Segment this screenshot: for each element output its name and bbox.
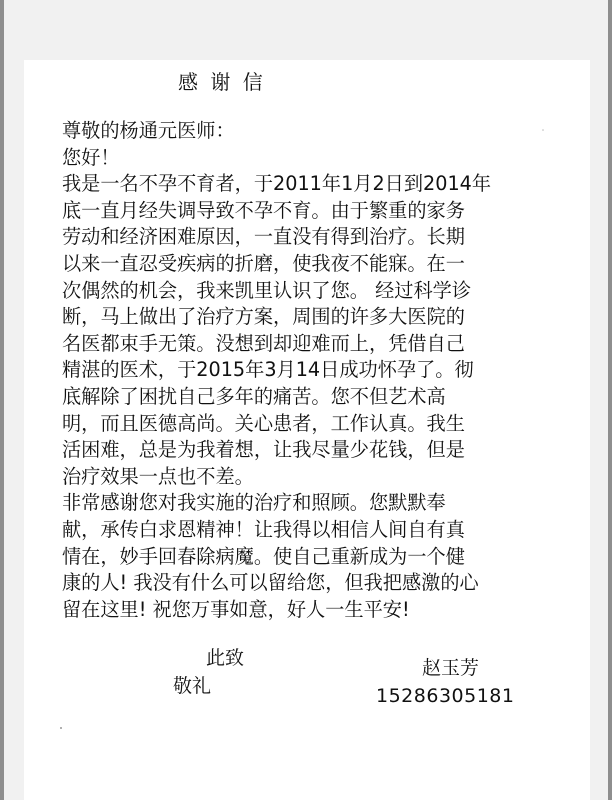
greeting: 您好！ (62, 145, 120, 169)
body-line: 治疗效果一点也不差。 (62, 464, 254, 488)
salutation: 尊敬的杨通元医师： (62, 119, 235, 142)
body-line: 情在，妙手回春除病魔。使自己重新成为一个健 (62, 544, 465, 568)
body-line: 留在这里! 祝您万事如意，好人一生平安! (62, 597, 410, 621)
letter-title: 感 谢 信 (178, 70, 266, 94)
body-line: 劳动和经济困难原因，一直没有得到治疗。长期 (62, 225, 465, 249)
body-line: 明，而且医德高尚。关心患者，工作认真。我生 (62, 411, 465, 435)
sender-phone: 15286305181 (376, 685, 515, 707)
body-line: 献，承传白求恩精神！让我得以相信人间自有真 (62, 517, 465, 541)
closing-phrase: 此致 (206, 647, 245, 669)
body-line: 底解除了困扰自己多年的痛苦。您不但艺术高 (62, 384, 446, 408)
body-line: 名医都束手无策。没想到却迎难而上，凭借自己 (62, 331, 465, 355)
body-line: 底一直月经失调导致不孕不育。由于繁重的家务 (62, 198, 465, 222)
letter-body (62, 118, 602, 623)
body-line: 断，马上做出了治疗方案，周围的许多大医院的 (62, 305, 465, 329)
body-line: 精湛的医术，于2015年3月14日成功怀孕了。彻 (62, 358, 474, 382)
body-line: 以来一直忍受疾病的折磨，使我夜不能寐。在一 (62, 251, 465, 275)
body-line: 活困难，总是为我着想，让我尽量少花钱，但是 (62, 438, 465, 462)
body-line: 我是一名不孕不育者，于2011年1月2日到2014年 (62, 172, 492, 196)
body-line: 康的人! 我没有什么可以留给您，但我把感激的心 (62, 571, 479, 595)
body-line: 次偶然的机会，我来凯里认识了您。 经过科学诊 (62, 278, 472, 302)
sender-name: 赵玉芳 (422, 657, 480, 679)
body-line: 非常感谢您对我实施的治疗和照顾。您默默奉 (62, 491, 446, 515)
closing-salute: 敬礼 (173, 675, 212, 697)
